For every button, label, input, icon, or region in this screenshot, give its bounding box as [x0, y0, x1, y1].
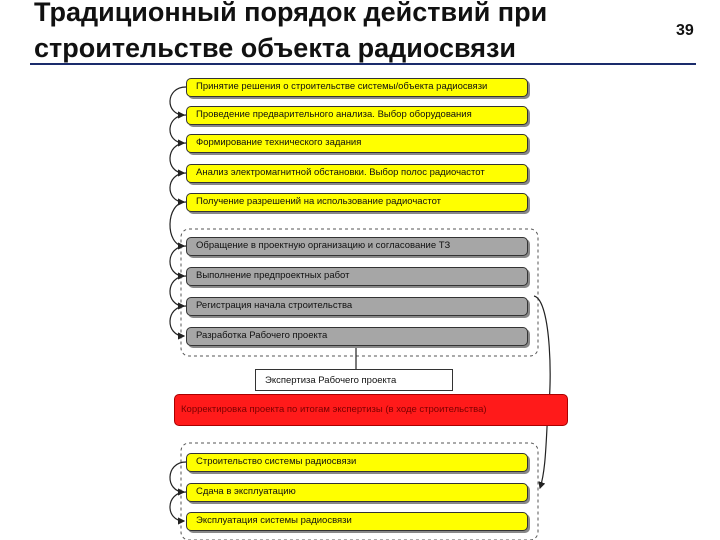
connector-5-6 [170, 202, 186, 246]
connector-7-8 [170, 276, 186, 306]
connector-11-12 [170, 462, 186, 492]
step-design-org: Обращение в проектную организацию и согласование ТЗ [186, 237, 528, 256]
step-commissioning: Сдача в эксплуатацию [186, 483, 528, 502]
step-technical-task: Формирование технического задания [186, 134, 528, 153]
step-operation: Эксплуатация системы радиосвязи [186, 512, 528, 531]
step-working-project: Разработка Рабочего проекта [186, 327, 528, 346]
connector-12-13 [170, 492, 186, 521]
step-preliminary-analysis: Проведение предварительного анализа. Выбор оборудования [186, 106, 528, 125]
connector-4-5 [170, 173, 186, 202]
slide-title-line-2: строительстве объекта радиосвязи [34, 33, 516, 63]
page-number: 39 [676, 22, 694, 39]
connector-1-2 [170, 87, 186, 115]
connector-6-7 [170, 246, 186, 276]
slide-title-line-1: Традиционный порядок действий при [34, 0, 548, 27]
step-em-analysis: Анализ электромагнитной обстановки. Выбор полос радиочастот [186, 164, 528, 183]
step-frequency-permits: Получение разрешений на использование радиочастот [186, 193, 528, 212]
step-decision: Принятие решения о строительстве системы/объекта радиосвязи [186, 78, 528, 97]
step-project-correction: Корректировка проекта по итогам экспертизы (в ходе строительства) [174, 394, 568, 426]
step-construction-registration: Регистрация начала строительства [186, 297, 528, 316]
connector-2-3 [170, 115, 186, 143]
connector-3-4 [170, 143, 186, 173]
step-preproject-works: Выполнение предпроектных работ [186, 267, 528, 286]
feedback-loop-right [534, 296, 550, 488]
step-construction: Строительство системы радиосвязи [186, 453, 528, 472]
step-project-expertise: Экспертиза Рабочего проекта [255, 369, 453, 391]
connector-8-9 [170, 306, 186, 336]
